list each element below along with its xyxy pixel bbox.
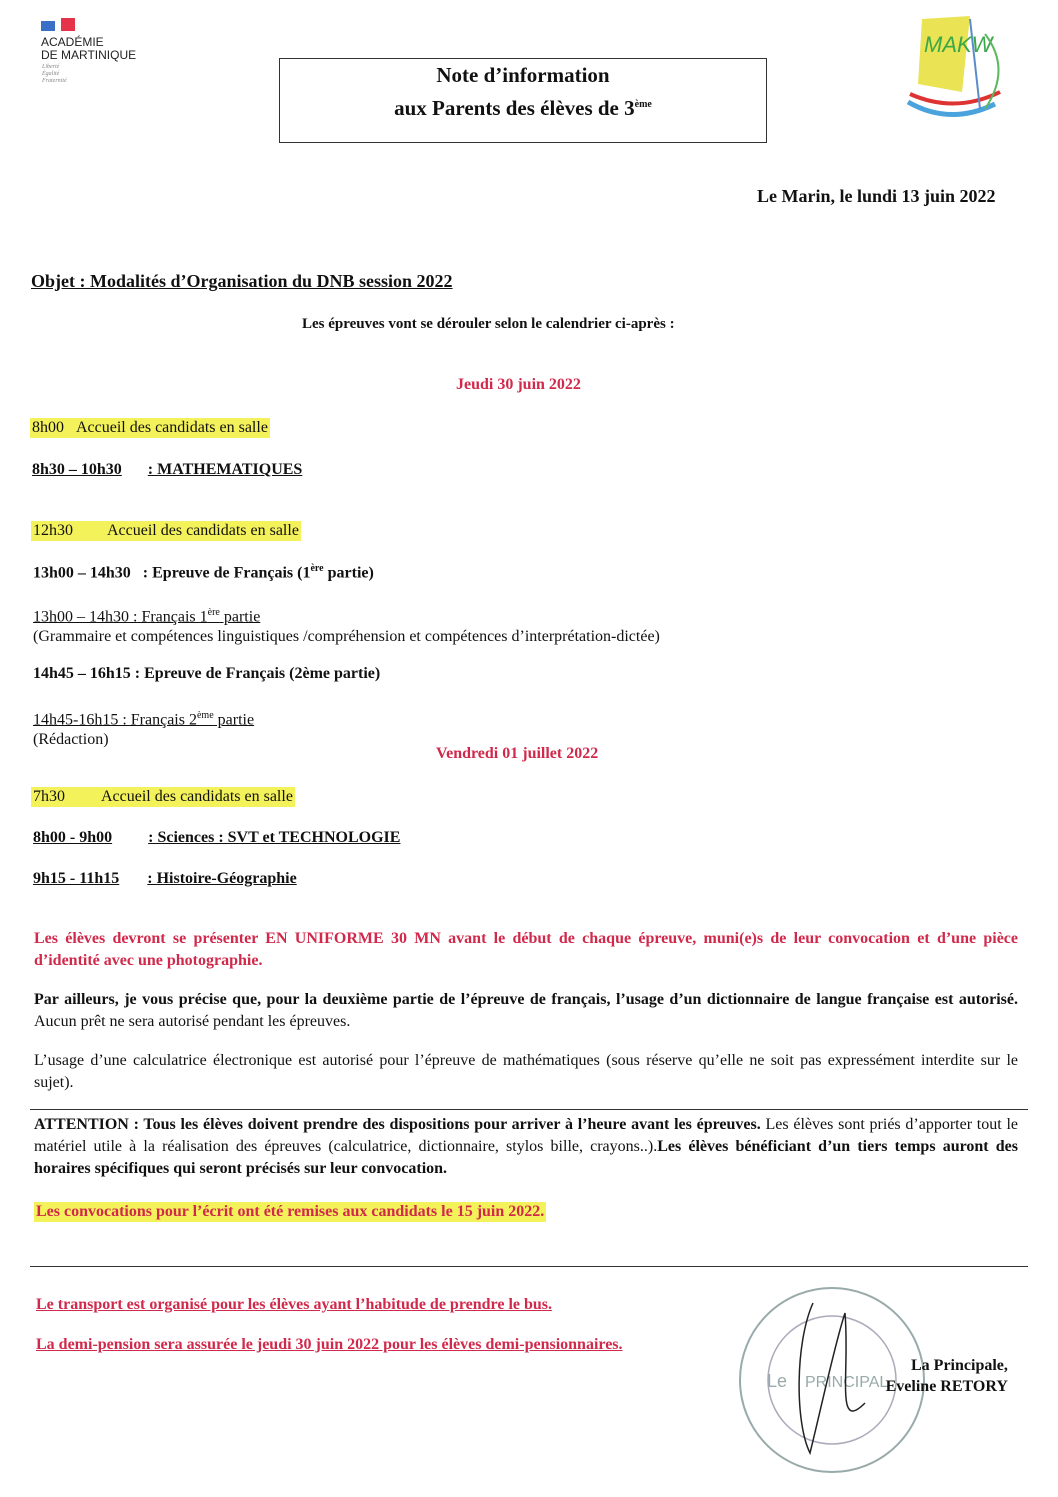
day2-title: Vendredi 01 juillet 2022 [436,745,599,762]
title-line2: aux Parents des élèves de 3ème [394,96,652,120]
day1-welcome1: 8h00 Accueil des candidats en salle [32,419,268,436]
demi-pension-notice: La demi-pension sera assurée le jeudi 30 juin 2022 pour les élèves demi-pensionnaires. [36,1336,623,1353]
logo-line1: ACADÉMIE [41,35,104,49]
day2-welcome: 7h30 Accueil des candidats en salle [33,788,293,805]
day2-histoire: 9h15 - 11h15 : Histoire-Géographie [33,870,297,887]
day2-sciences: 8h00 - 9h00 : Sciences : SVT et TECHNOLOGIE [33,829,401,846]
calculator-notice: L’usage d’une calculatrice électronique est autorisé pour l’épreuve de mathématiques (sous réserve qu’elle ne soit pas expressément interdite sur le sujet). [34,1052,1018,1091]
signatory-role: La Principale, [911,1357,1008,1374]
svg-text:PRINCIPAL: PRINCIPAL [805,1374,889,1391]
day1-french1: 13h00 – 14h30 : Epreuve de Français (1ère partie) [33,563,374,582]
transport-notice: Le transport est organisé pour les élèves ayant l’habitude de prendre le bus. [36,1296,553,1313]
intro-text: Les épreuves vont se dérouler selon le calendrier ci-après : [302,316,675,332]
dictionary-notice: Par ailleurs, je vous précise que, pour la deuxième partie de l’épreuve de français, l’usage d’un dictionnaire de langue française est autorisé. Aucun prêt ne sera autorisé pendant les épreuves. [34,991,1018,1030]
day1-french2-detail: 14h45-16h15 : Français 2ème partie (Rédaction) [33,710,255,749]
svg-text:Le: Le [767,1371,788,1391]
title-box [279,58,767,143]
uniform-notice: Les élèves devront se présenter EN UNIFORME 30 MN avant le début de chaque épreuve, muni(e)s de leur convocation et d’une pièce d’identité avec une photographie. [34,930,1018,969]
motto-3: Fraternité [42,78,67,84]
attention-notice: ATTENTION : Tous les élèves doivent prendre des dispositions pour arriver à l’heure avant les épreuves. Les élèves sont priés d’apporter tout le matériel utile à la réalisation des épreuves (calculatrice, dictionnaire, stylos bille, crayons..).Les élèves bénéficiant d’un tiers temps auront des horaires spécifiques qui seront précisés sur leur convocation. [34,1116,1019,1177]
svg-text:MAKW: MAKW [924,32,993,57]
object-line: Objet : Modalités d’Organisation du DNB session 2022 [31,271,453,291]
day1-welcome2: 12h30 Accueil des candidats en salle [33,522,299,539]
motto-1: Liberté [42,64,60,70]
divider-1 [30,1109,1028,1110]
day1-french2: 14h45 – 16h15 : Epreuve de Français (2ème partie) [33,665,381,682]
title-line1: Note d’information [436,63,610,87]
day1-french1-detail: 13h00 – 14h30 : Français 1ère partie (Grammaire et compétences linguistiques /compréhension et compétences d’interprétation-dictée) [33,607,660,646]
convocations-notice: Les convocations pour l’écrit ont été remises aux candidats le 15 juin 2022. [36,1203,545,1220]
marianne-flag-icon [41,18,77,32]
college-logo-icon [900,14,1015,122]
divider-2 [30,1266,1028,1267]
logo-line2: DE MARTINIQUE [41,48,137,62]
signatory-name: Eveline RETORY [885,1378,1008,1395]
letter-date: Le Marin, le lundi 13 juin 2022 [757,186,996,206]
day1-title: Jeudi 30 juin 2022 [456,376,581,393]
day1-math: 8h30 – 10h30 : MATHEMATIQUES [32,461,303,478]
signature-block [885,1355,1008,1397]
motto-2: Égalité [42,71,60,77]
